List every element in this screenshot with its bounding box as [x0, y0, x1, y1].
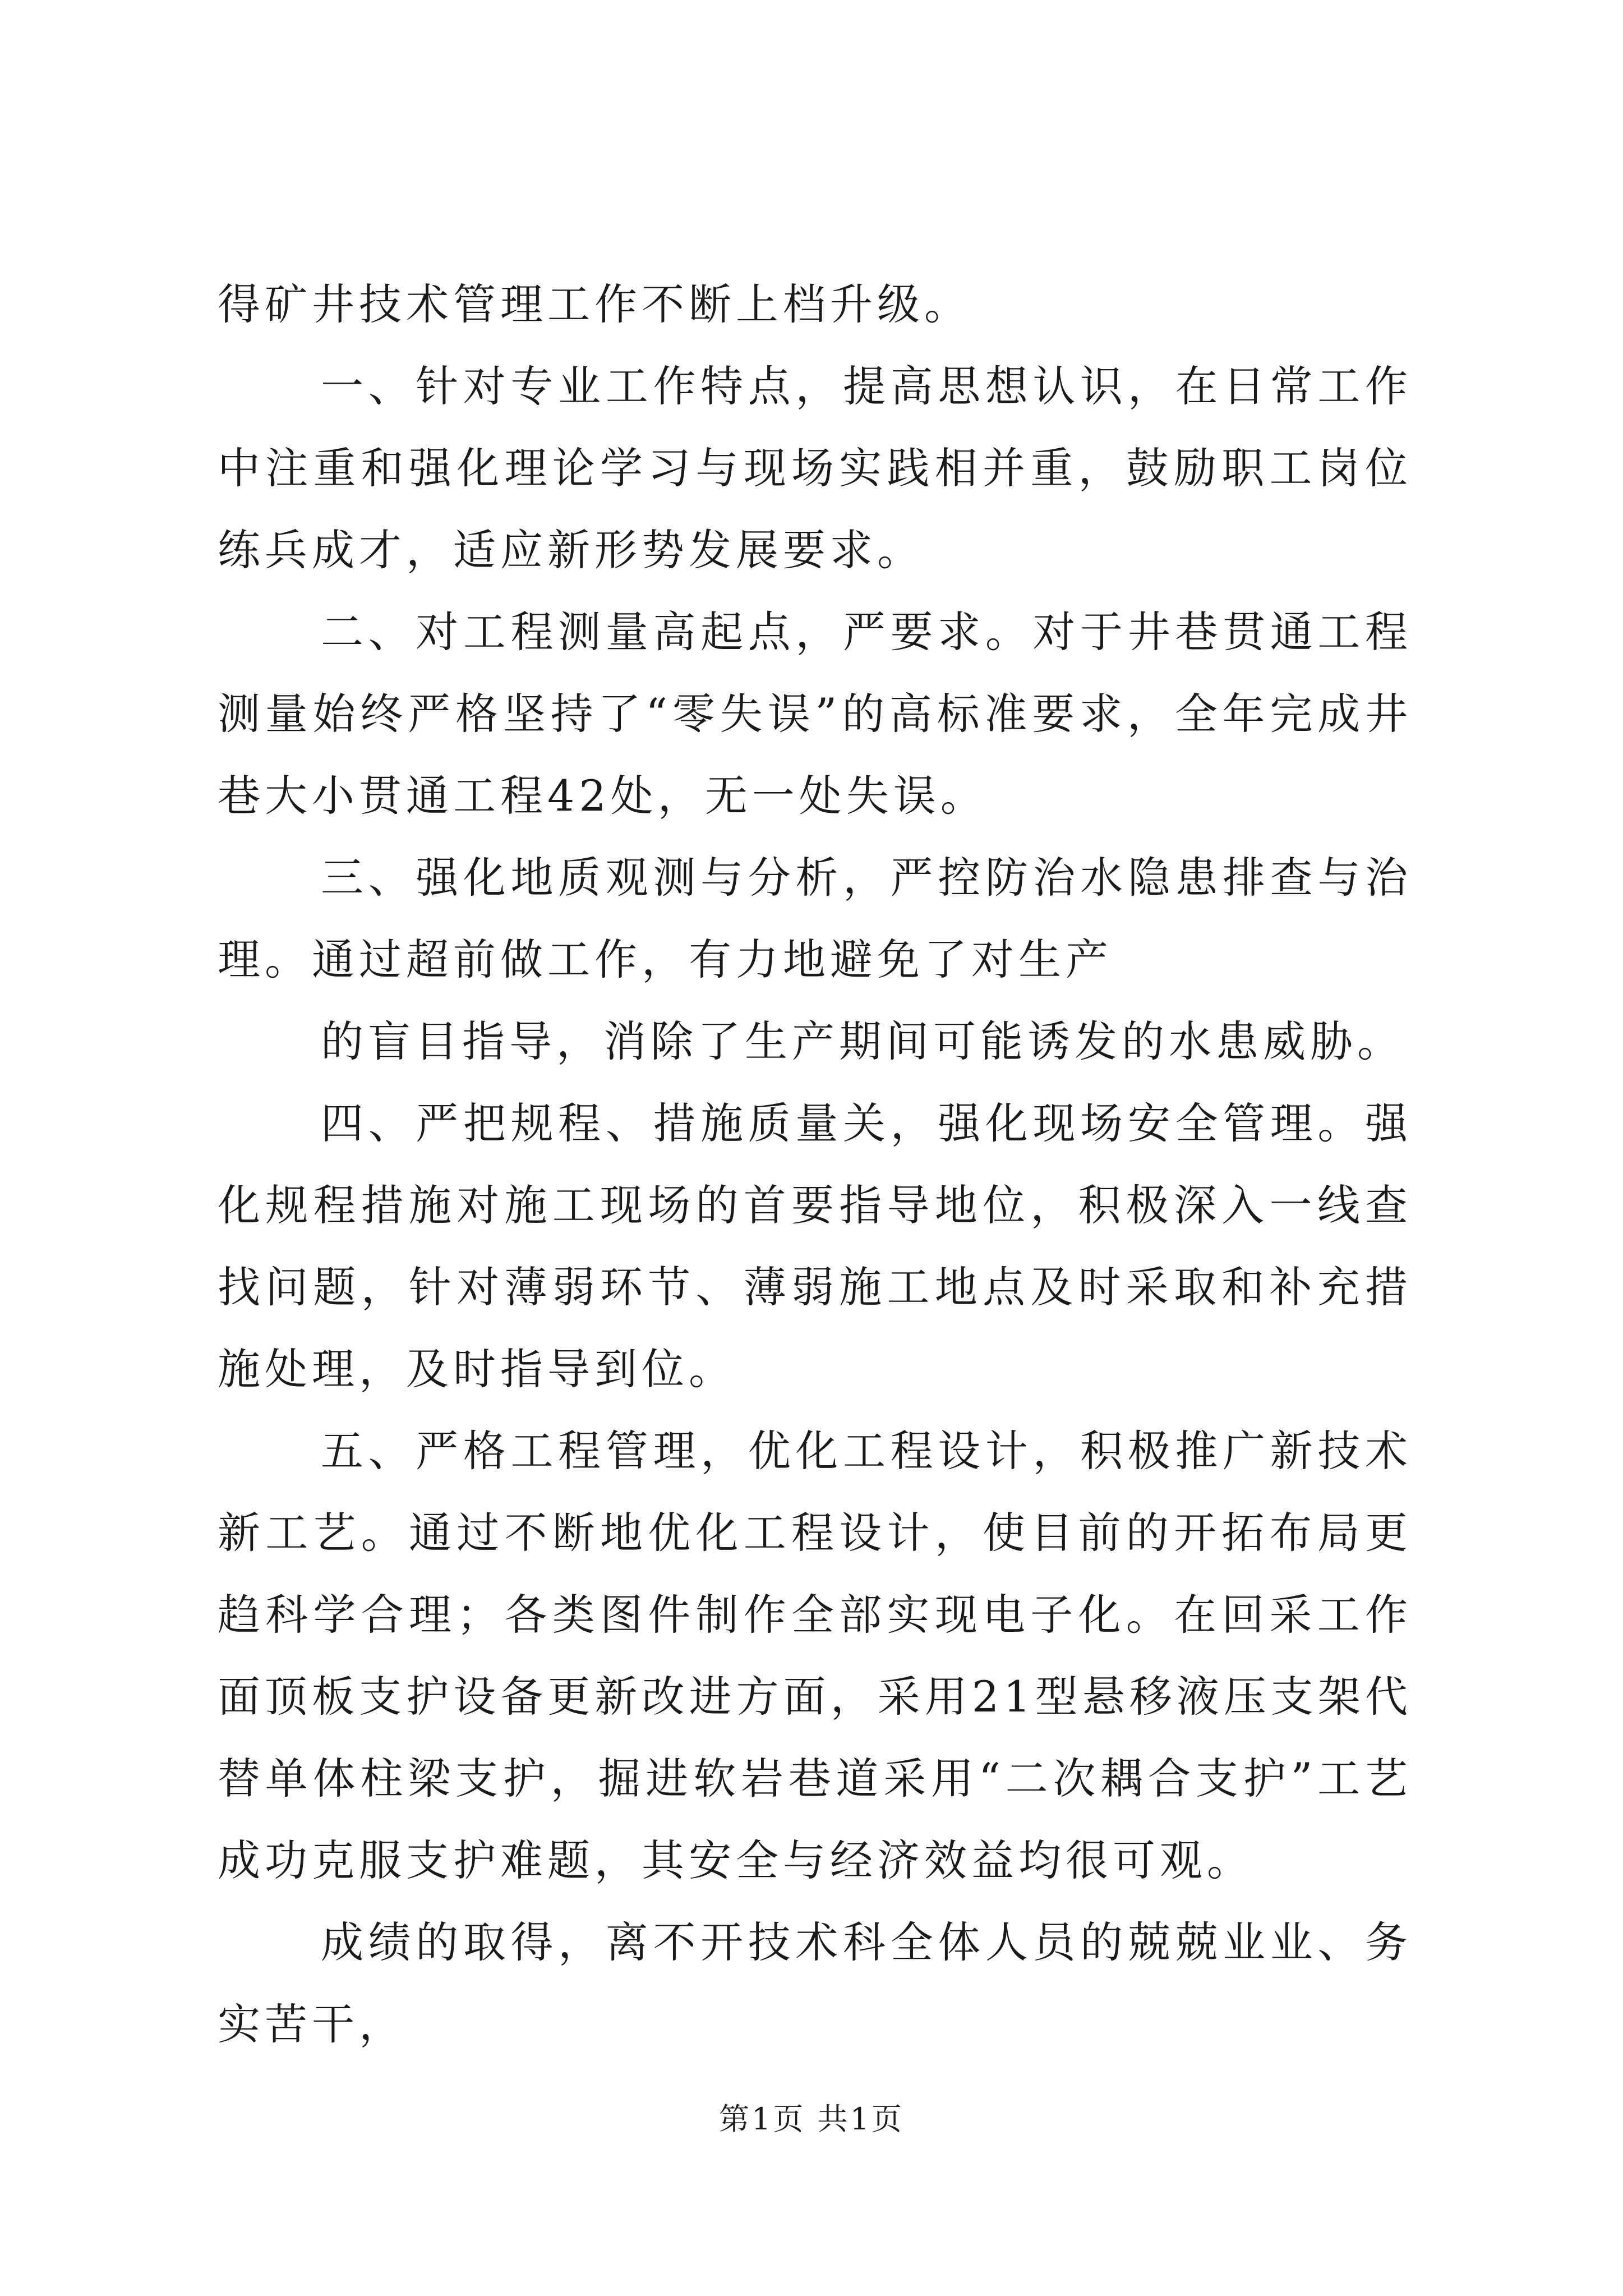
paragraph-item-3-continued: 的盲目指导，消除了生产期间可能诱发的水患威胁。 [321, 1016, 1404, 1066]
paragraph-item-2: 二、对工程测量高起点，严要求。对于井巷贯通工程测量始终严格坚持了“零失误”的高标准要求，全年完成井巷大小贯通工程42处，无一处失误。 [218, 607, 1412, 821]
document-body [218, 264, 1412, 2065]
page-number-footer: 第1页 共1页 [719, 2101, 904, 2137]
paragraph-item-4: 四、严把规程、措施质量关，强化现场安全管理。强化规程措施对施工现场的首要指导地位，积极深入一线查找问题，针对薄弱环节、薄弱施工地点及时采取和补充措施处理，及时指导到位。 [218, 1098, 1412, 1394]
paragraph-item-1: 一、针对专业工作特点，提高思想认识，在日常工作中注重和强化理论学习与现场实践相并重，鼓励职工岗位练兵成才，适应新形势发展要求。 [218, 361, 1412, 575]
paragraph-conclusion: 成绩的取得，离不开技术科全体人员的兢兢业业、务实苦干， [218, 1917, 1412, 2049]
paragraph-continuation: 得矿井技术管理工作不断上档升级。 [218, 279, 971, 329]
paragraph-item-5: 五、严格工程管理，优化工程设计，积极推广新技术新工艺。通过不断地优化工程设计，使目前的开拓布局更趋科学合理；各类图件制作全部实现电子化。在回采工作面顶板支护设备更新改进方面，采用21型悬移液压支架代替单体柱梁支护，掘进软岩巷道采用“二次耦合支护”工艺成功克服支护难题，其安全与经济效益均很可观。 [218, 1426, 1412, 1885]
paragraph-item-3: 三、强化地质观测与分析，严控防治水隐患排查与治理。通过超前做工作，有力地避免了对生产 [218, 853, 1412, 984]
